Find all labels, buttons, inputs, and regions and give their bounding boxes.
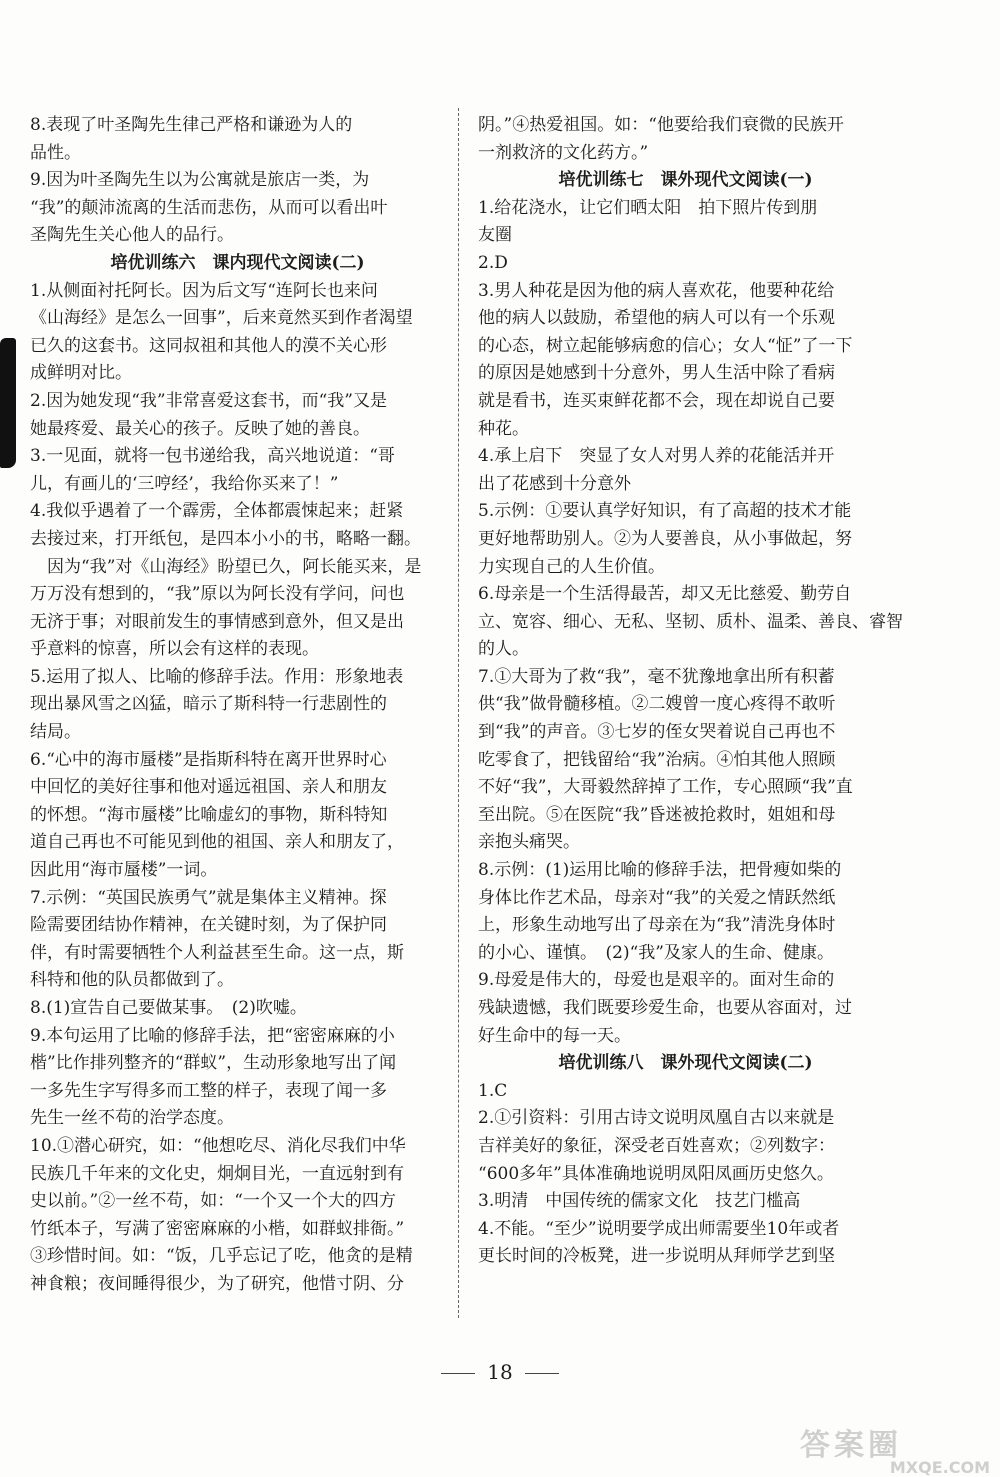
answer-line: 《山海经》是怎么一回事”，后来竟然买到作者渴望 (30, 308, 413, 329)
answer-line: 4.承上启下 突显了女人对男人养的花能活并开 (478, 446, 835, 467)
answer-line: 3.男人种花是因为他的病人喜欢花，他要种花给 (478, 280, 835, 301)
answer-line: 他的病人以鼓励，希望他的病人可以有一个乐观 (478, 308, 835, 329)
section-heading: 培优训练六 课内现代文阅读(二) (110, 252, 365, 273)
answer-line: 4.我似乎遇着了一个霹雳，全体都震悚起来；赶紧 (30, 501, 404, 522)
answer-line: 友圈 (478, 225, 512, 246)
answer-line: 科特和他的队员都做到了。 (30, 970, 234, 991)
answer-line: 先生一丝不苟的治学态度。 (30, 1108, 234, 1129)
answer-line: 力实现自己的人生价值。 (478, 556, 665, 577)
answer-line: 立、宽容、细心、无私、坚韧、质朴、温柔、善良、睿智 (478, 611, 903, 632)
answer-line: 出了花感到十分意外 (478, 473, 631, 494)
answer-line: 中回忆的美好往事和他对遥远祖国、亲人和朋友 (30, 777, 387, 798)
watermark-url: MXQE.COM (889, 1458, 990, 1477)
answer-line: 8.示例：(1)运用比喻的修辞手法，把骨瘦如柴的 (478, 860, 842, 881)
answer-line: 3.一见面，就将一包书递给我，高兴地说道：“哥 (30, 446, 395, 467)
answer-line: 万万没有想到的，“我”原以为阿长没有学问，问也 (30, 584, 405, 605)
answer-line: 楷”比作排列整齐的“群蚁”，生动形象地写出了闻 (30, 1053, 397, 1074)
answer-line: 亲抱头痛哭。 (478, 832, 580, 853)
answer-line: 更好地帮助别人。②为人要善良，从小事做起，努 (478, 528, 852, 549)
answer-line: “我”的颠沛流离的生活而悲伤，从而可以看出叶 (30, 197, 388, 218)
answer-line: 5.运用了拟人、比喻的修辞手法。作用：形象地表 (30, 666, 404, 687)
answer-line: ③珍惜时间。如：“饭，几乎忘记了吃，他贪的是精 (30, 1246, 413, 1267)
answer-line: 1.从侧面衬托阿长。因为后文写“连阿长也来问 (30, 280, 378, 301)
answer-line: 9.本句运用了比喻的修辞手法，把“密密麻麻的小 (30, 1025, 395, 1046)
answer-line: 阴。”④热爱祖国。如：“他要给我们衰微的民族开 (478, 115, 844, 135)
answer-line: 就是看书，连买束鲜花都不会，现在却说自己要 (478, 390, 835, 411)
left-column (30, 112, 445, 1299)
answer-line: 的小心、谨慎。 (2)“我”及家人的生命、健康。 (478, 942, 834, 963)
answer-line: 到“我”的声音。③七岁的侄女哭着说自己再也不 (478, 722, 836, 743)
page-number (0, 1360, 1000, 1384)
answer-line: 乎意料的惊喜，所以会有这样的表现。 (30, 639, 319, 660)
answer-line: 吉祥美好的象征，深受老百姓喜欢；②列数字： (478, 1135, 835, 1156)
column-divider (458, 108, 459, 1318)
answer-line: 9.因为叶圣陶先生以为公寓就是旅店一类，为 (30, 170, 370, 191)
answer-line: 儿，有画儿的‘三哼经’，我给你买来了！” (30, 473, 339, 494)
answer-line: 她最疼爱、最关心的孩子。反映了她的善良。 (30, 418, 370, 439)
answer-line: 的原因是她感到十分意外，男人生活中除了看病 (478, 363, 835, 384)
page-number-dash-right (525, 1373, 559, 1374)
answer-line: 神食粮；夜间睡得很少，为了研究，他惜寸阴、分 (30, 1273, 404, 1294)
answer-line: 7.示例：“英国民族勇气”就是集体主义精神。探 (30, 887, 387, 908)
answer-line: 9.母爱是伟大的，母爱也是艰辛的。面对生命的 (478, 970, 835, 991)
answer-line: 不好“我”，大哥毅然辞掉了工作，专心照顾“我”直 (478, 777, 853, 798)
answer-line: 结局。 (30, 722, 81, 743)
answer-line: 的怀想。“海市蜃楼”比喻虚幻的事物，斯科特知 (30, 804, 388, 825)
answer-line: 已久的这套书。这同叔祖和其他人的漠不关心形 (30, 335, 387, 356)
answer-line: 无济于事；对眼前发生的事情感到意外，但又是出 (30, 611, 404, 632)
answer-line: 供“我”做骨髓移植。②二嫂曾一度心疼得不敢听 (478, 694, 836, 715)
answer-line: 3.明清 中国传统的儒家文化 技艺门槛高 (478, 1191, 801, 1212)
answer-line: 吃零食了，把钱留给“我”治病。④怕其他人照顾 (478, 749, 836, 770)
answer-line: 4.不能。“至少”说明要学成出师需要坐10年或者 (478, 1218, 840, 1239)
answer-line: 去接过来，打开纸包，是四本小小的书，略略一翻。 (30, 528, 421, 549)
answer-line: 因此用“海市蜃楼”一词。 (30, 860, 218, 881)
answer-line: 现出暴风雪之凶猛，暗示了斯科特一行悲剧性的 (30, 694, 387, 715)
right-column (478, 112, 903, 1271)
answer-line: 2.D (478, 252, 508, 273)
watermark-title: 答案圈 (800, 1428, 902, 1463)
answer-line: 1.给花浇水，让它们晒太阳 拍下照片传到朋 (478, 197, 818, 218)
answer-line: 竹纸本子，写满了密密麻麻的小楷，如群蚁排衙。” (30, 1218, 405, 1239)
answer-line: 品性。 (30, 142, 81, 163)
answer-line: 7.①大哥为了救“我”，毫不犹豫地拿出所有积蓄 (478, 666, 835, 687)
answer-line: 10.①潜心研究，如：“他想吃尽、消化尽我们中华 (30, 1135, 406, 1156)
answer-line: 8.(1)宣告自己要做某事。 (2)吹嘘。 (30, 998, 307, 1018)
answer-line: 一多先生字写得多而工整的样子，表现了闻一多 (30, 1080, 387, 1101)
answer-line: 种花。 (478, 418, 529, 439)
answer-line: 圣陶先生关心他人的品行。 (30, 225, 234, 246)
answer-line: 2.①引资料：引用古诗文说明凤凰自古以来就是 (478, 1108, 835, 1129)
answer-line: 好生命中的每一天。 (478, 1025, 631, 1046)
watermark-logo (800, 1420, 990, 1477)
answer-line: 6.“心中的海市蜃楼”是指斯科特在离开世界时心 (30, 749, 387, 770)
answer-line: 因为“我”对《山海经》盼望已久，阿长能买来，是 (30, 556, 422, 577)
section-heading: 培优训练八 课外现代文阅读(二) (558, 1053, 813, 1074)
answer-line: 1.C (478, 1080, 508, 1101)
answer-line: 道自己再也不可能见到他的祖国、亲人和朋友了， (30, 832, 404, 853)
answer-line: 身体比作艺术品，母亲对“我”的关爱之情跃然纸 (478, 887, 836, 908)
answer-line: 6.母亲是一个生活得最苦，却又无比慈爱、勤劳自 (478, 584, 852, 605)
answer-line: 伴，有时需要牺牲个人利益甚至生命。这一点，斯 (30, 942, 404, 963)
answer-line: 的心态，树立起能够病愈的信心；女人“怔”了一下 (478, 335, 853, 356)
answer-line: “600多年”具体准确地说明凤阳凤画历史悠久。 (478, 1163, 834, 1184)
answer-line: 5.示例：①要认真学好知识，有了高超的技术才能 (478, 501, 852, 522)
answer-line: 2.因为她发现“我”非常喜爱这套书，而“我”又是 (30, 390, 387, 411)
answer-line: 8.表现了叶圣陶先生律己严格和谦逊为人的 (30, 115, 353, 135)
answer-line: 残缺遗憾，我们既要珍爱生命，也要从容面对，过 (478, 998, 852, 1018)
answer-line: 更长时间的冷板凳，进一步说明从拜师学艺到坚 (478, 1246, 835, 1267)
answer-line: 史以前。”②一丝不苟，如：“一个又一个大的四方 (30, 1191, 396, 1212)
answer-line: 上，形象生动地写出了母亲在为“我”清洗身体时 (478, 915, 836, 936)
answer-line: 民族几千年来的文化史，炯炯目光，一直远射到有 (30, 1163, 404, 1184)
page-number-dash-left (441, 1373, 475, 1374)
answer-line: 险需要团结协作精神，在关键时刻，为了保护同 (30, 915, 387, 936)
section-heading: 培优训练七 课外现代文阅读(一) (558, 170, 813, 191)
page-number-value: 18 (487, 1360, 513, 1384)
answer-line: 一剂救济的文化药方。” (478, 142, 649, 163)
scan-smudge (0, 338, 16, 468)
answer-line: 的人。 (478, 639, 529, 660)
answer-line: 至出院。⑤在医院“我”昏迷被抢救时，姐姐和母 (478, 804, 836, 825)
answer-line: 成鲜明对比。 (30, 363, 132, 384)
